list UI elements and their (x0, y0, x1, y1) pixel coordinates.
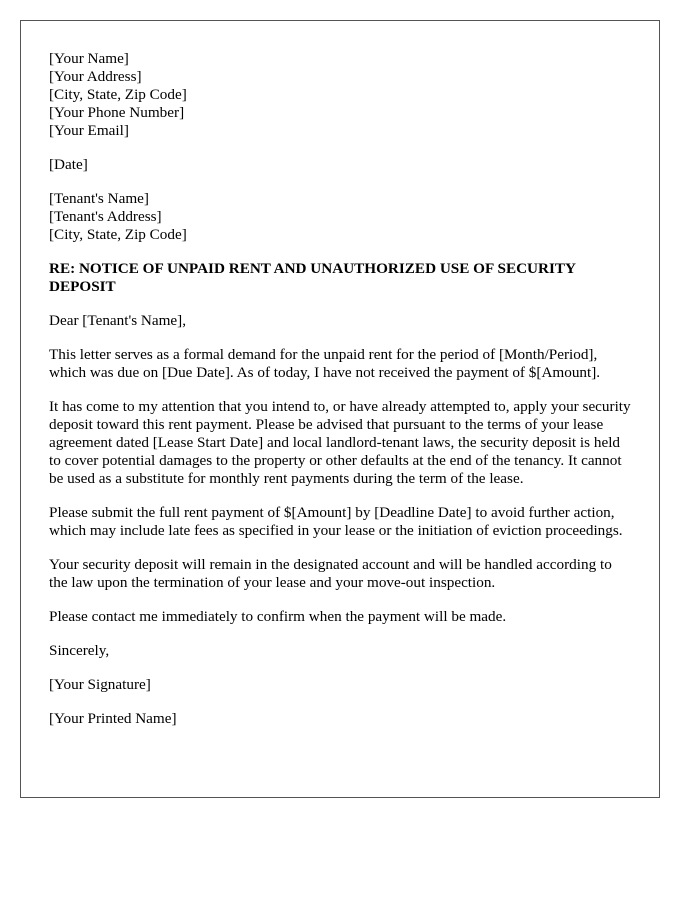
sender-name: [Your Name] (49, 50, 129, 67)
recipient-city-state-zip: [City, State, Zip Code] (49, 226, 187, 243)
body-paragraph: Please contact me immediately to confirm when the payment will be made. (49, 608, 507, 625)
sender-block (49, 50, 631, 140)
body-paragraph: It has come to my attention that you intend to, or have already attempted to, apply your security deposit toward this rent payment. Please be advised that pursuant to the terms of your lease agreement dated [Lease Start Date] and local landlord-tenant laws, the security deposit is held to cover potential damages to the property or other defaults at the end of the tenancy. It cannot be used as a substitute for monthly rent payments during the term of the lease. (49, 398, 631, 487)
body-paragraph: This letter serves as a formal demand for the unpaid rent for the period of [Month/Period], which was due on [Due Date]. As of today, I have not received the payment of $[Amount]. (49, 346, 601, 381)
subject-line: RE: NOTICE OF UNPAID RENT AND UNAUTHORIZED USE OF SECURITY DEPOSIT (49, 260, 576, 295)
sender-email: [Your Email] (49, 122, 129, 139)
recipient-name: [Tenant's Name] (49, 190, 149, 207)
sender-city-state-zip: [City, State, Zip Code] (49, 86, 187, 103)
recipient-address: [Tenant's Address] (49, 208, 162, 225)
body-paragraph: Please submit the full rent payment of $[Amount] by [Deadline Date] to avoid further action, which may include late fees as specified in your lease or the initiation of eviction proceedings. (49, 504, 623, 539)
sender-address: [Your Address] (49, 68, 142, 85)
letter-date: [Date] (49, 156, 88, 173)
closing: Sincerely, (49, 642, 110, 659)
salutation: Dear [Tenant's Name], (49, 312, 187, 329)
signature: [Your Signature] (49, 676, 151, 693)
sender-phone: [Your Phone Number] (49, 104, 185, 121)
printed-name: [Your Printed Name] (49, 710, 177, 727)
recipient-block (49, 190, 631, 244)
letter-page (20, 20, 660, 798)
body-paragraph: Your security deposit will remain in the designated account and will be handled according to the law upon the termination of your lease and your move-out inspection. (49, 556, 612, 591)
date-block (49, 156, 631, 174)
